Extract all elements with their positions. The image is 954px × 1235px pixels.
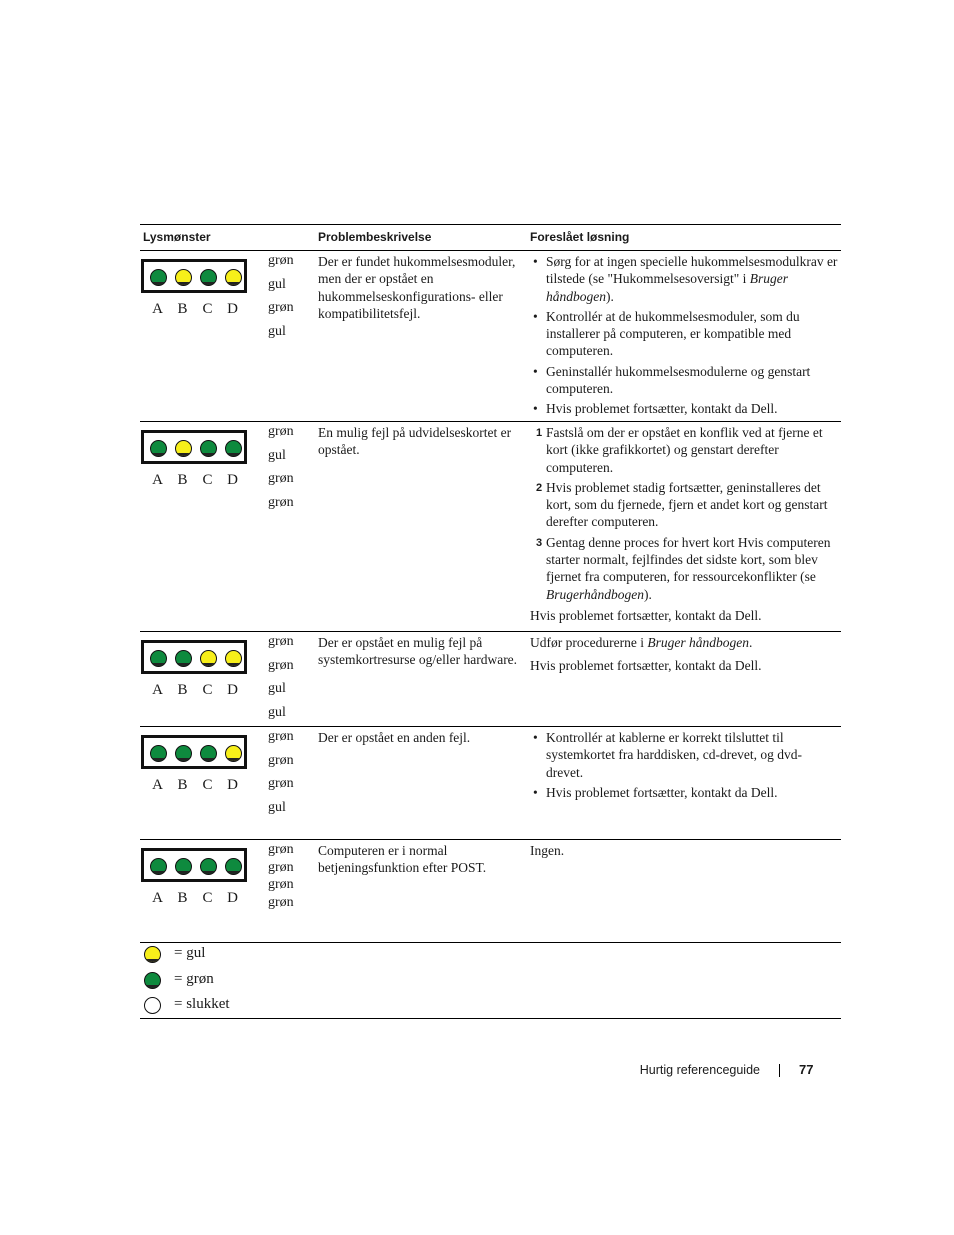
- led-c-icon: [200, 745, 217, 762]
- led-letter: C: [202, 777, 213, 793]
- led-c-icon: [200, 440, 217, 457]
- list-item: 3 Gentag denne proces for hvert kort Hvis computeren starter normalt, fejlfindes det sidste kort, som blev fjernet fra computeren, for ressourcekonflikter (se Brugerhåndbogen).: [536, 534, 831, 602]
- led-letter: B: [177, 777, 188, 793]
- table-row: [140, 251, 841, 422]
- color-label: grøn: [268, 752, 294, 768]
- led-b-icon: [175, 858, 192, 875]
- bullet-icon: •: [533, 730, 538, 745]
- led-letter: D: [227, 777, 238, 793]
- problem-description: Der er opstået en anden fejl.: [318, 730, 471, 745]
- table-row: [140, 727, 841, 840]
- led-d-icon: [225, 440, 242, 457]
- led-panel: [141, 735, 247, 769]
- color-label: grøn: [268, 494, 294, 510]
- color-label: gul: [268, 447, 286, 463]
- step-number: 3: [536, 536, 543, 549]
- led-b-icon: [175, 440, 192, 457]
- header-problem: Problembeskrivelse: [318, 230, 432, 244]
- led-letter: C: [202, 472, 213, 488]
- bullet-icon: •: [533, 363, 538, 379]
- led-letter: C: [202, 682, 213, 698]
- suggested-solution: [530, 634, 838, 681]
- color-label: grøn: [268, 657, 294, 673]
- led-letter: D: [227, 301, 238, 317]
- step-number: 2: [536, 481, 543, 494]
- color-label: grøn: [268, 877, 294, 892]
- page-number: 77: [799, 1062, 814, 1077]
- led-b-icon: [175, 269, 192, 286]
- led-letter: A: [152, 301, 163, 317]
- suggested-solution: [530, 253, 838, 421]
- footer-title: Hurtig referenceguide: [639, 1063, 760, 1077]
- color-label: grøn: [268, 842, 294, 857]
- led-letter: B: [177, 301, 188, 317]
- led-c-icon: [200, 858, 217, 875]
- led-a-icon: [150, 650, 167, 667]
- color-label: grøn: [268, 776, 294, 791]
- color-label: gul: [268, 276, 286, 292]
- yellow-led-icon: [144, 946, 161, 963]
- led-a-icon: [150, 858, 167, 875]
- list-item: • Hvis problemet fortsætter, kontakt da Dell.: [533, 401, 778, 417]
- led-letter: A: [152, 682, 163, 698]
- solution-note: Hvis problemet fortsætter, kontakt da Dell.: [530, 658, 762, 674]
- led-b-icon: [175, 650, 192, 667]
- color-label: gul: [268, 681, 286, 696]
- footer-divider: [779, 1064, 780, 1077]
- led-a-icon: [150, 269, 167, 286]
- legend-label: = gul: [174, 945, 206, 961]
- legend-label: = slukket: [174, 996, 230, 1012]
- list-item: • Kontrollér at kablerne er korrekt tilsluttet til systemkortet fra harddisken, cd-drevet, og dvd- drevet.: [533, 730, 803, 780]
- diagnostic-lights-table: [140, 224, 841, 943]
- color-label: grøn: [268, 300, 294, 315]
- list-item: • Sørg for at ingen specielle hukommelsesmodulkrav er tilstede (se "Hukommelsesoversigt" i Bruger håndbogen).: [533, 254, 838, 304]
- suggested-solution: [530, 424, 838, 630]
- solution-text: Udfør procedurerne i Bruger håndbogen.: [530, 635, 753, 650]
- page-footer: [600, 1061, 840, 1081]
- color-label: grøn: [268, 471, 294, 486]
- led-d-icon: [225, 745, 242, 762]
- led-letter: A: [152, 777, 163, 793]
- bullet-icon: •: [533, 254, 538, 269]
- led-letter: B: [177, 890, 188, 906]
- color-list: [268, 634, 318, 728]
- problem-description: Der er opstået en mulig fejl på systemkortresurse og/eller hardware.: [318, 635, 518, 668]
- led-letter: A: [152, 472, 163, 488]
- list-item: • Hvis problemet fortsætter, kontakt da Dell.: [533, 784, 778, 800]
- color-list: [268, 424, 318, 518]
- table-row: [140, 840, 841, 943]
- problem-description: Der er fundet hukommelsesmoduler, men der er opstået en hukommelseskonfigurations- eller kompatibilitetsfejl.: [318, 254, 516, 321]
- led-letter: D: [227, 890, 238, 906]
- step-number: 1: [536, 427, 543, 439]
- color-list: [268, 253, 318, 347]
- color-label: grøn: [268, 424, 294, 439]
- bullet-icon: •: [533, 308, 538, 324]
- led-d-icon: [225, 858, 242, 875]
- color-label: grøn: [268, 634, 294, 649]
- color-label: grøn: [268, 894, 294, 910]
- led-panel: [141, 430, 247, 464]
- led-letter: C: [202, 301, 213, 317]
- led-letter: C: [202, 890, 213, 906]
- color-label: grøn: [268, 859, 294, 875]
- off-led-icon: [144, 997, 161, 1014]
- led-d-icon: [225, 269, 242, 286]
- table-row: [140, 632, 841, 727]
- led-d-icon: [225, 650, 242, 667]
- led-panel: [141, 259, 247, 293]
- led-letter: B: [177, 682, 188, 698]
- problem-description: En mulig fejl på udvidelseskortet er opstået.: [318, 425, 512, 458]
- bullet-icon: •: [533, 784, 538, 800]
- led-letter: B: [177, 472, 188, 488]
- table-row: [140, 422, 841, 632]
- led-letter: D: [227, 682, 238, 698]
- color-list: [268, 729, 318, 823]
- color-label: gul: [268, 704, 286, 720]
- list-item: • Geninstallér hukommelsesmodulerne og genstart computeren.: [533, 363, 811, 397]
- header-solution: Foreslået løsning: [530, 230, 630, 244]
- color-label: gul: [268, 323, 286, 339]
- list-item: 2 Hvis problemet stadig fortsætter, geninstalleres det kort, som du fjernede, fjern et andet kort og genstart derefter computeren.: [536, 479, 828, 530]
- solution-note: Hvis problemet fortsætter, kontakt da Dell.: [530, 607, 762, 623]
- suggested-solution: [530, 729, 838, 804]
- led-a-icon: [150, 440, 167, 457]
- color-label: gul: [268, 799, 286, 815]
- list-item: • Kontrollér at de hukommelsesmoduler, som du installerer på computeren, er kompatible med computeren.: [533, 308, 800, 359]
- led-panel: [141, 848, 247, 882]
- color-list: [268, 842, 318, 912]
- problem-description: Computeren er i normal betjeningsfunktion efter POST.: [318, 843, 487, 876]
- led-b-icon: [175, 745, 192, 762]
- led-panel: [141, 640, 247, 674]
- suggested-solution: Ingen.: [530, 843, 565, 858]
- led-letter: A: [152, 890, 163, 906]
- list-item: 1 Fastslå om der er opstået en konflik ved at fjerne et kort (ikke grafikkortet) og genstart derefter computeren.: [536, 425, 823, 475]
- legend: [140, 940, 841, 1019]
- led-letter: D: [227, 472, 238, 488]
- led-a-icon: [150, 745, 167, 762]
- color-label: grøn: [268, 253, 294, 268]
- led-c-icon: [200, 650, 217, 667]
- table-header: [140, 225, 841, 251]
- legend-label: = grøn: [174, 971, 214, 987]
- color-label: grøn: [268, 729, 294, 744]
- led-c-icon: [200, 269, 217, 286]
- green-led-icon: [144, 972, 161, 989]
- header-pattern: Lysmønster: [143, 230, 211, 244]
- bullet-icon: •: [533, 401, 538, 417]
